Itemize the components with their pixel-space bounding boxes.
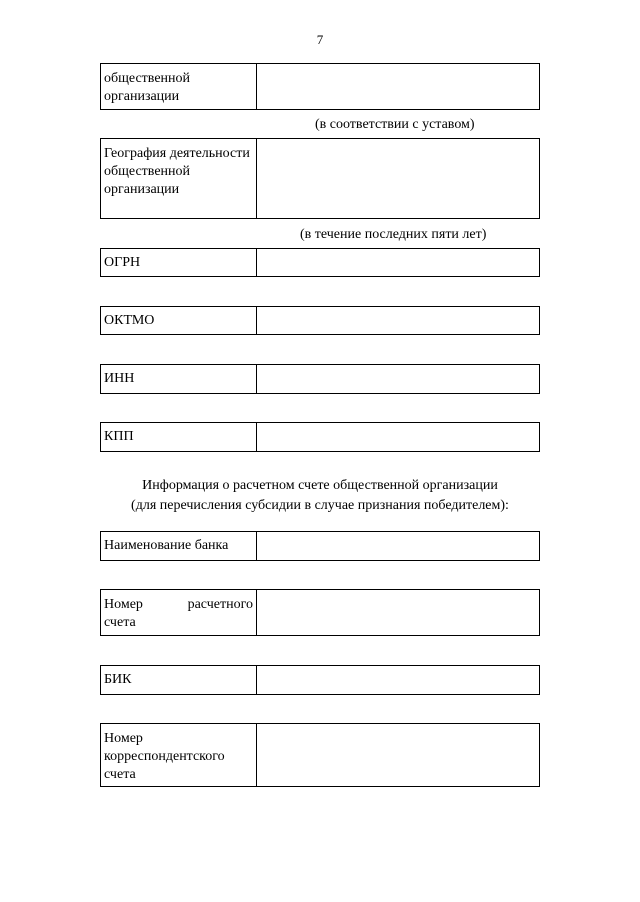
kpp-label: КПП [101, 423, 257, 451]
account-number-label-word1: Номер [104, 597, 143, 612]
kpp-row [100, 422, 540, 452]
geography-row [100, 138, 540, 219]
bank-info-caption [0, 476, 640, 516]
org-name-continuation-row [100, 63, 540, 110]
bank-info-caption-line2: (для перечисления субсидии в случае признания победителем): [131, 498, 509, 513]
ogrn-label: ОГРН [101, 249, 257, 276]
bik-label: БИК [101, 666, 257, 694]
account-number-value-cell[interactable] [257, 590, 539, 635]
bank-info-caption-line1: Информация о расчетном счете общественной организации [142, 478, 498, 493]
kpp-value-cell[interactable] [257, 423, 539, 451]
note-last-five-years: (в течение последних пяти лет) [300, 227, 487, 242]
bik-value-cell[interactable] [257, 666, 539, 694]
oktmo-value-cell[interactable] [257, 307, 539, 334]
geography-label: География деятельности общественной организации [101, 139, 257, 218]
account-number-label-word2: расчетного [187, 597, 253, 612]
account-number-label [101, 590, 257, 635]
inn-label: ИНН [101, 365, 257, 393]
geography-value-cell[interactable] [257, 139, 539, 218]
org-name-label: общественной организации [101, 64, 257, 109]
note-per-charter: (в соответствии с уставом) [315, 117, 475, 132]
corr-account-row [100, 723, 540, 787]
bank-name-value-cell[interactable] [257, 532, 539, 560]
org-name-value-cell[interactable] [257, 64, 539, 109]
bik-row [100, 665, 540, 695]
account-number-label-line1 [104, 596, 253, 614]
account-number-label-word3: счета [104, 615, 136, 630]
oktmo-label: ОКТМО [101, 307, 257, 334]
inn-value-cell[interactable] [257, 365, 539, 393]
bank-name-label: Наименование банка [101, 532, 257, 560]
inn-row [100, 364, 540, 394]
ogrn-row [100, 248, 540, 277]
account-number-row [100, 589, 540, 636]
ogrn-value-cell[interactable] [257, 249, 539, 276]
oktmo-row [100, 306, 540, 335]
bank-name-row [100, 531, 540, 561]
page-number: 7 [316, 32, 324, 47]
corr-account-label: Номер корреспондентского счета [101, 724, 257, 786]
corr-account-value-cell[interactable] [257, 724, 539, 786]
